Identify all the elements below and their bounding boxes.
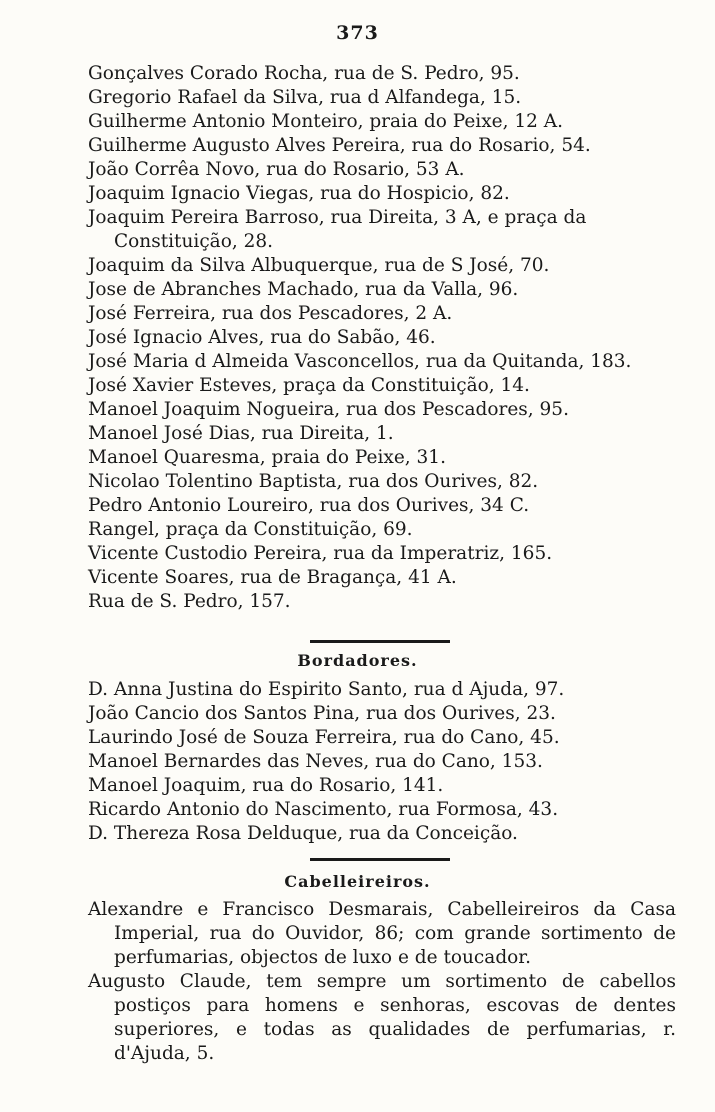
list-item: Manoel José Dias, rua Direita, 1. bbox=[88, 423, 394, 444]
list-item: Alexandre e Francisco Desmarais, Cabelleireiros da Casa Imperial, rua do Ouvidor, 86; com grande sortimento de perfumarias, objectos de luxo e de toucador. bbox=[88, 899, 676, 968]
list-item: Gonçalves Corado Rocha, rua de S. Pedro, 95. bbox=[88, 63, 520, 84]
list-item: Joaquim Pereira Barroso, rua Direita, 3 A, e praça da Constituição, 28. bbox=[88, 207, 587, 252]
section-divider bbox=[310, 858, 450, 861]
list-item: Augusto Claude, tem sempre um sortimento de cabellos postiços para homens e senhoras, escovas de dentes superiores, e todas as qualidades de perfumarias, r. d'Ajuda, 5. bbox=[88, 971, 676, 1064]
list-item: João Cancio dos Santos Pina, rua dos Ourives, 23. bbox=[88, 703, 556, 724]
list-item: Vicente Soares, rua de Bragança, 41 A. bbox=[88, 567, 457, 588]
list-item: Manoel Quaresma, praia do Peixe, 31. bbox=[88, 447, 446, 468]
hairdressers-list bbox=[88, 898, 676, 1066]
section-title-bordadores: Bordadores. bbox=[297, 651, 418, 670]
list-item: José Ferreira, rua dos Pescadores, 2 A. bbox=[88, 303, 453, 324]
merchant-list-1 bbox=[88, 62, 688, 614]
list-item: Gregorio Rafael da Silva, rua d Alfandega, 15. bbox=[88, 87, 522, 108]
list-item: Vicente Custodio Pereira, rua da Imperatriz, 165. bbox=[88, 543, 553, 564]
section-divider bbox=[310, 640, 450, 643]
list-item: Pedro Antonio Loureiro, rua dos Ourives, 34 C. bbox=[88, 495, 530, 516]
list-item: Rua de S. Pedro, 157. bbox=[88, 591, 291, 612]
list-item: Nicolao Tolentino Baptista, rua dos Ourives, 82. bbox=[88, 471, 539, 492]
list-item: Guilherme Augusto Alves Pereira, rua do Rosario, 54. bbox=[88, 135, 591, 156]
list-item: José Ignacio Alves, rua do Sabão, 46. bbox=[88, 327, 436, 348]
list-item: Laurindo José de Souza Ferreira, rua do Cano, 45. bbox=[88, 727, 560, 748]
list-item: Joaquim da Silva Albuquerque, rua de S José, 70. bbox=[88, 255, 550, 276]
list-item: João Corrêa Novo, rua do Rosario, 53 A. bbox=[88, 159, 465, 180]
list-item: Jose de Abranches Machado, rua da Valla, 96. bbox=[88, 279, 519, 300]
list-item: Manoel Joaquim Nogueira, rua dos Pescadores, 95. bbox=[88, 399, 569, 420]
section-title-cabelleireiros: Cabelleireiros. bbox=[284, 872, 431, 891]
list-item: D. Anna Justina do Espirito Santo, rua d Ajuda, 97. bbox=[88, 679, 565, 700]
list-item: José Maria d Almeida Vasconcellos, rua da Quitanda, 183. bbox=[88, 351, 632, 372]
list-item: Rangel, praça da Constituição, 69. bbox=[88, 519, 413, 540]
embroiderers-list bbox=[88, 678, 688, 846]
list-item: Manoel Bernardes das Neves, rua do Cano, 153. bbox=[88, 751, 543, 772]
list-item: José Xavier Esteves, praça da Constituição, 14. bbox=[88, 375, 530, 396]
list-item: Ricardo Antonio do Nascimento, rua Formosa, 43. bbox=[88, 799, 559, 820]
list-item: D. Thereza Rosa Delduque, rua da Conceição. bbox=[88, 823, 518, 844]
list-item: Manoel Joaquim, rua do Rosario, 141. bbox=[88, 775, 444, 796]
page-number: 373 bbox=[336, 22, 379, 44]
list-item: Guilherme Antonio Monteiro, praia do Peixe, 12 A. bbox=[88, 111, 564, 132]
list-item: Joaquim Ignacio Viegas, rua do Hospicio, 82. bbox=[88, 183, 510, 204]
